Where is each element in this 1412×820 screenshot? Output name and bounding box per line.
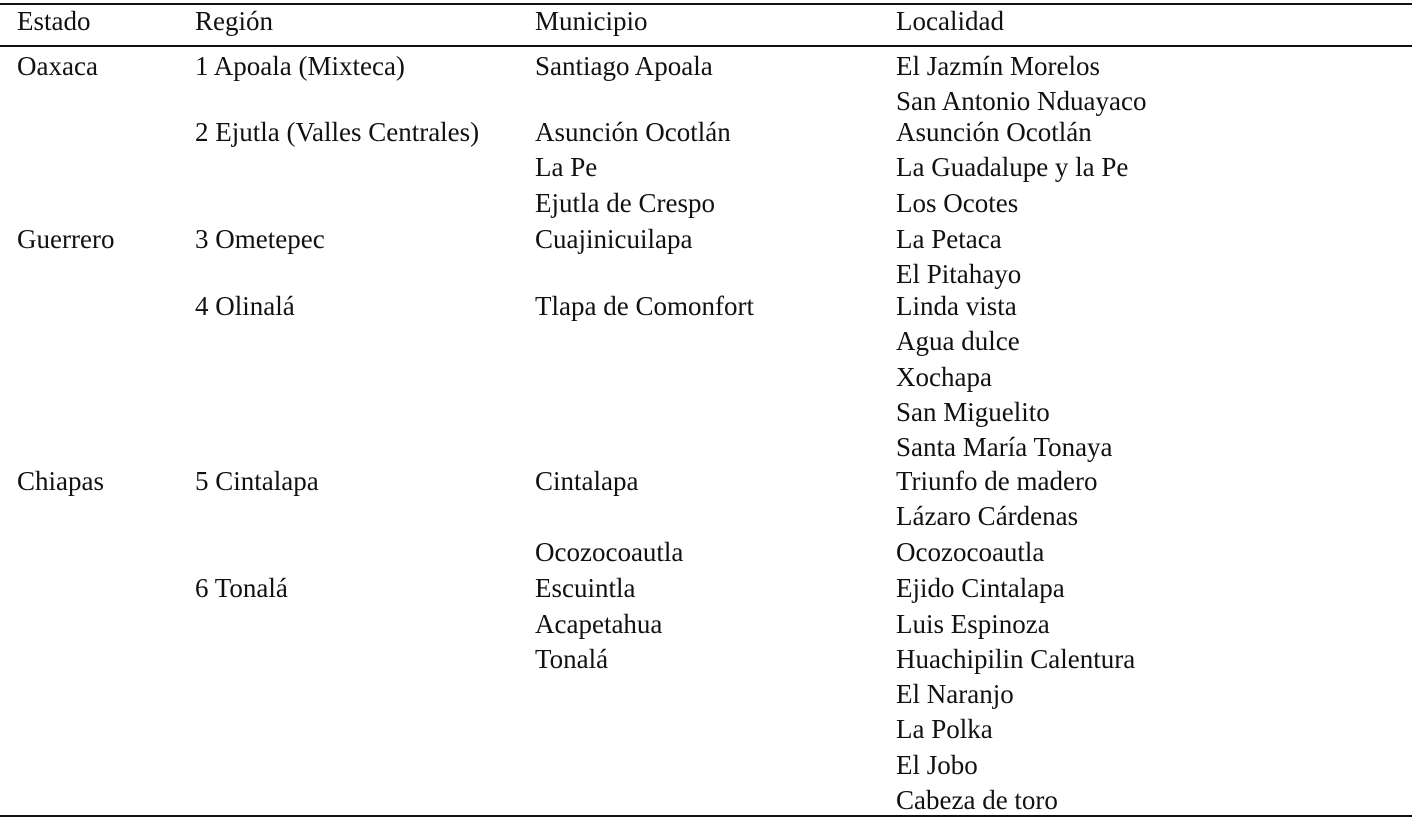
cell-region: 5 Cintalapa xyxy=(195,466,319,496)
cell-municipio: Tonalá xyxy=(535,644,609,674)
cell-localidad: La Polka xyxy=(896,714,993,744)
table-header-rule xyxy=(0,45,1412,47)
cell-estado: Oaxaca xyxy=(17,51,98,81)
header-municipio: Municipio xyxy=(535,6,648,36)
cell-municipio: Cuajinicuilapa xyxy=(535,224,693,254)
cell-region: 1 Apoala (Mixteca) xyxy=(195,51,405,81)
cell-localidad: El Jazmín Morelos xyxy=(896,51,1100,81)
cell-localidad: San Antonio Nduayaco xyxy=(896,86,1147,116)
cell-localidad: Luis Espinoza xyxy=(896,609,1050,639)
cell-localidad: Ocozocoautla xyxy=(896,537,1045,567)
cell-municipio: Santiago Apoala xyxy=(535,51,713,81)
cell-region: 6 Tonalá xyxy=(195,573,288,603)
cell-localidad: San Miguelito xyxy=(896,397,1050,427)
cell-localidad: Cabeza de toro xyxy=(896,785,1058,815)
cell-localidad: Los Ocotes xyxy=(896,188,1019,218)
cell-localidad: El Naranjo xyxy=(896,679,1014,709)
cell-localidad: El Pitahayo xyxy=(896,259,1022,289)
cell-estado: Guerrero xyxy=(17,224,115,254)
cell-municipio: Acapetahua xyxy=(535,609,663,639)
cell-region: 4 Olinalá xyxy=(195,291,295,321)
cell-localidad: Lázaro Cárdenas xyxy=(896,501,1079,531)
cell-localidad: Xochapa xyxy=(896,362,992,392)
cell-region: 2 Ejutla (Valles Centrales) xyxy=(195,117,480,147)
table-bottom-rule xyxy=(0,815,1412,817)
cell-region: 3 Ometepec xyxy=(195,224,325,254)
cell-municipio: Asunción Ocotlán xyxy=(535,117,731,147)
cell-municipio: Cintalapa xyxy=(535,466,639,496)
header-region: Región xyxy=(195,6,273,36)
cell-municipio: Ejutla de Crespo xyxy=(535,188,715,218)
header-localidad: Localidad xyxy=(896,6,1004,36)
cell-municipio: Escuintla xyxy=(535,573,636,603)
cell-localidad: Huachipilin Calentura xyxy=(896,644,1136,674)
cell-localidad: Ejido Cintalapa xyxy=(896,573,1065,603)
cell-localidad: La Guadalupe y la Pe xyxy=(896,152,1129,182)
cell-localidad: Triunfo de madero xyxy=(896,466,1098,496)
cell-municipio: Tlapa de Comonfort xyxy=(535,291,754,321)
cell-localidad: Asunción Ocotlán xyxy=(896,117,1092,147)
cell-localidad: El Jobo xyxy=(896,750,978,780)
cell-localidad: Agua dulce xyxy=(896,326,1020,356)
header-estado: Estado xyxy=(17,6,91,36)
cell-municipio: Ocozocoautla xyxy=(535,537,684,567)
cell-localidad: Linda vista xyxy=(896,291,1017,321)
cell-localidad: La Petaca xyxy=(896,224,1002,254)
cell-estado: Chiapas xyxy=(17,466,104,496)
table-top-rule xyxy=(0,3,1412,5)
cell-localidad: Santa María Tonaya xyxy=(896,432,1113,462)
cell-municipio: La Pe xyxy=(535,152,598,182)
